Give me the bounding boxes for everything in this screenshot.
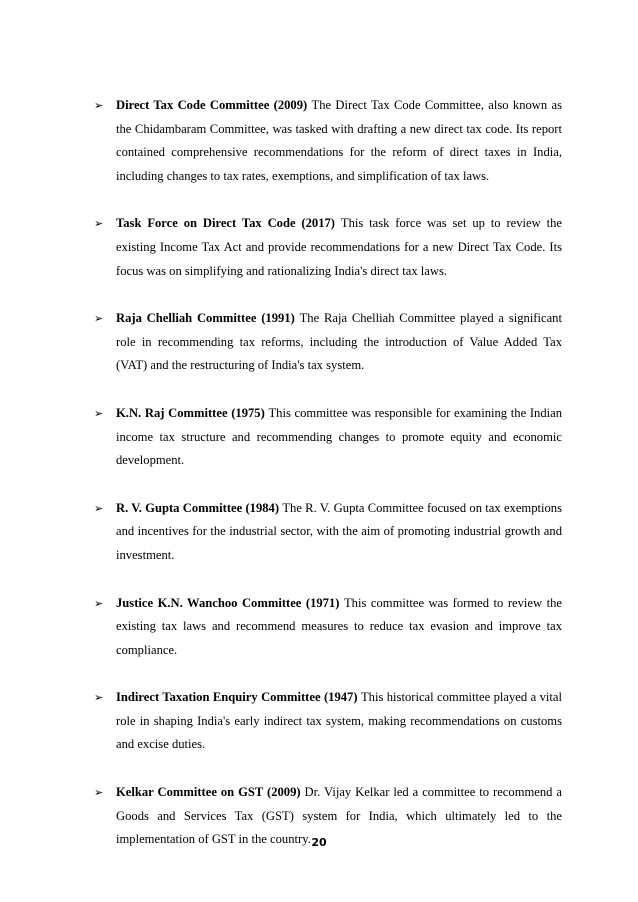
item-text: The Direct Tax Code Committee, also known as the Chidambaram Committee, was tasked with drafting a new direct tax code. Its report contained comprehensive recommendations for the reform of direct taxes in India, including changes to tax rates, exemptions, and simplification of tax laws. xyxy=(116,98,562,183)
arrow-bullet-icon: ➢ xyxy=(94,406,104,420)
arrow-bullet-icon: ➢ xyxy=(94,217,104,231)
list-item xyxy=(92,592,562,663)
item-heading: R. V. Gupta Committee (1984) xyxy=(116,500,283,515)
arrow-bullet-icon: ➢ xyxy=(94,691,104,705)
item-heading: K.N. Raj Committee (1975) xyxy=(116,405,269,420)
list-item xyxy=(92,497,562,568)
arrow-bullet-icon: ➢ xyxy=(94,786,104,800)
item-text: This historical committee played a vital role in shaping India's early indirect tax system, making recommendations on customs and excise duties. xyxy=(116,690,562,752)
list-item xyxy=(92,686,562,757)
item-heading: Raja Chelliah Committee (1991) xyxy=(116,311,300,326)
page-number: 20 xyxy=(311,836,327,849)
item-heading: Kelkar Committee on GST (2009) xyxy=(116,785,305,800)
list-item xyxy=(92,94,562,188)
arrow-bullet-icon: ➢ xyxy=(94,312,104,326)
arrow-bullet-icon: ➢ xyxy=(94,501,104,515)
list-item xyxy=(92,212,562,283)
item-heading: Justice K.N. Wanchoo Committee (1971) xyxy=(116,595,344,610)
list-item xyxy=(92,307,562,378)
item-heading: Task Force on Direct Tax Code (2017) xyxy=(116,216,341,231)
arrow-bullet-icon: ➢ xyxy=(94,596,104,610)
item-text: This committee was responsible for examining the Indian income tax structure and recommending changes to promote equity and economic development. xyxy=(116,405,562,468)
list-item xyxy=(92,402,562,473)
item-text: The R. V. Gupta Committee focused on tax exemptions and incentives for the industrial sector, with the aim of promoting industrial growth and investment. xyxy=(116,500,563,562)
committee-list xyxy=(92,94,562,876)
item-text: This committee was formed to review the existing tax laws and recommend measures to reduce tax evasion and improve tax compliance. xyxy=(116,595,562,657)
item-text: The Raja Chelliah Committee played a significant role in recommending tax reforms, including the introduction of Value Added Tax (VAT) and the restructuring of India's tax system. xyxy=(116,311,562,373)
item-text: Dr. Vijay Kelkar led a committee to recommend a Goods and Services Tax (GST) system for India, which ultimately led to the implementation of GST in the country. xyxy=(116,785,562,847)
item-heading: Indirect Taxation Enquiry Committee (1947) xyxy=(116,690,361,705)
item-heading: Direct Tax Code Committee (2009) xyxy=(116,98,312,112)
item-text: This task force was set up to review the existing Income Tax Act and provide recommendations for a new Direct Tax Code. Its focus was on simplifying and rationalizing India's direct tax laws. xyxy=(116,216,562,278)
arrow-bullet-icon: ➢ xyxy=(94,99,104,112)
